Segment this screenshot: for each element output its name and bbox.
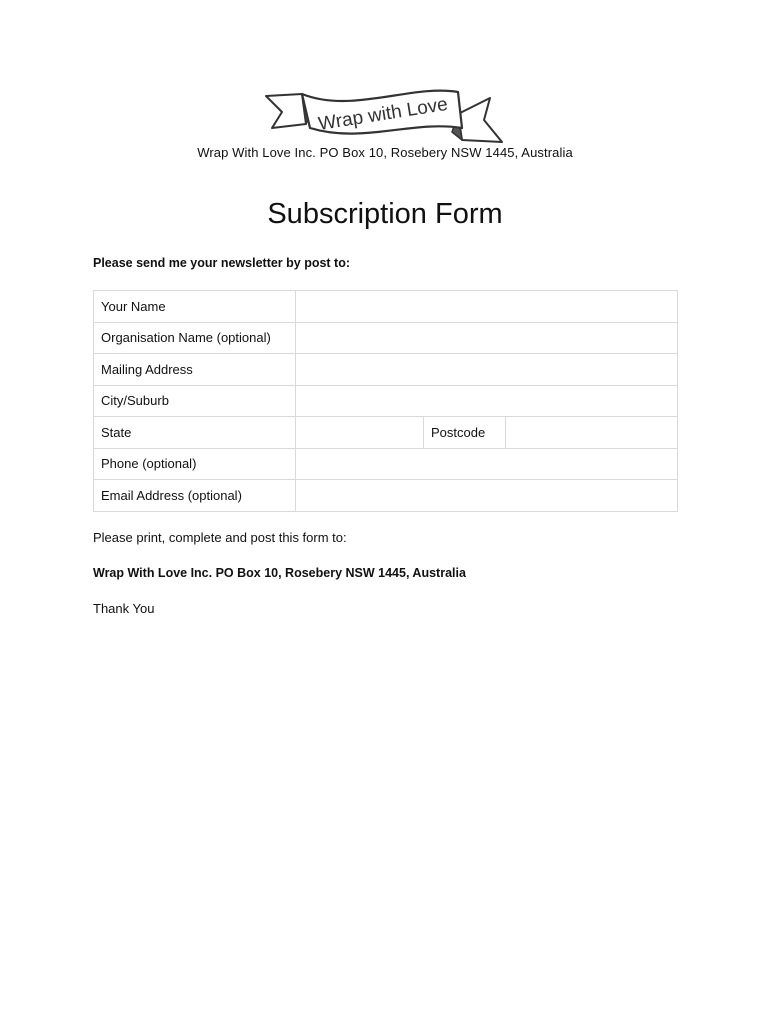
email-label: Email Address (optional)	[94, 480, 296, 512]
organisation-cell	[296, 322, 678, 354]
mailing-address-label: Mailing Address	[94, 354, 296, 386]
logo-text: Wrap with Love	[316, 93, 450, 136]
table-row	[94, 322, 678, 354]
phone-field[interactable]	[303, 449, 677, 480]
city-field[interactable]	[303, 386, 677, 417]
email-cell	[296, 480, 678, 512]
organisation-address: Wrap With Love Inc. PO Box 10, Rosebery NSW 1445, Australia	[197, 145, 573, 160]
wrap-with-love-logo	[262, 84, 508, 146]
thank-you-text: Thank You	[93, 601, 155, 616]
post-instructions: Please print, complete and post this form to:	[93, 530, 347, 545]
phone-label: Phone (optional)	[94, 448, 296, 480]
page-title: Subscription Form	[267, 198, 503, 230]
city-label: City/Suburb	[94, 385, 296, 417]
postcode-field[interactable]	[513, 417, 677, 448]
postal-address: Wrap With Love Inc. PO Box 10, Rosebery NSW 1445, Australia	[93, 566, 466, 580]
table-row	[94, 448, 678, 480]
table-row	[94, 385, 678, 417]
organisation-label: Organisation Name (optional)	[94, 322, 296, 354]
city-cell	[296, 385, 678, 417]
postcode-label: Postcode	[424, 417, 506, 449]
phone-cell	[296, 448, 678, 480]
mailing-address-field[interactable]	[303, 354, 677, 385]
mailing-address-cell	[296, 354, 678, 386]
state-field[interactable]	[303, 417, 423, 448]
postcode-cell	[506, 417, 678, 449]
table-row	[94, 291, 678, 323]
table-row	[94, 354, 678, 386]
your-name-field[interactable]	[303, 291, 677, 322]
organisation-field[interactable]	[303, 323, 677, 354]
your-name-label: Your Name	[94, 291, 296, 323]
table-row	[94, 480, 678, 512]
intro-text: Please send me your newsletter by post to:	[93, 256, 351, 270]
email-field[interactable]	[303, 480, 677, 511]
state-label: State	[94, 417, 296, 449]
your-name-cell	[296, 291, 678, 323]
state-cell	[296, 417, 424, 449]
subscription-form-table	[93, 290, 678, 512]
table-row	[94, 417, 678, 449]
